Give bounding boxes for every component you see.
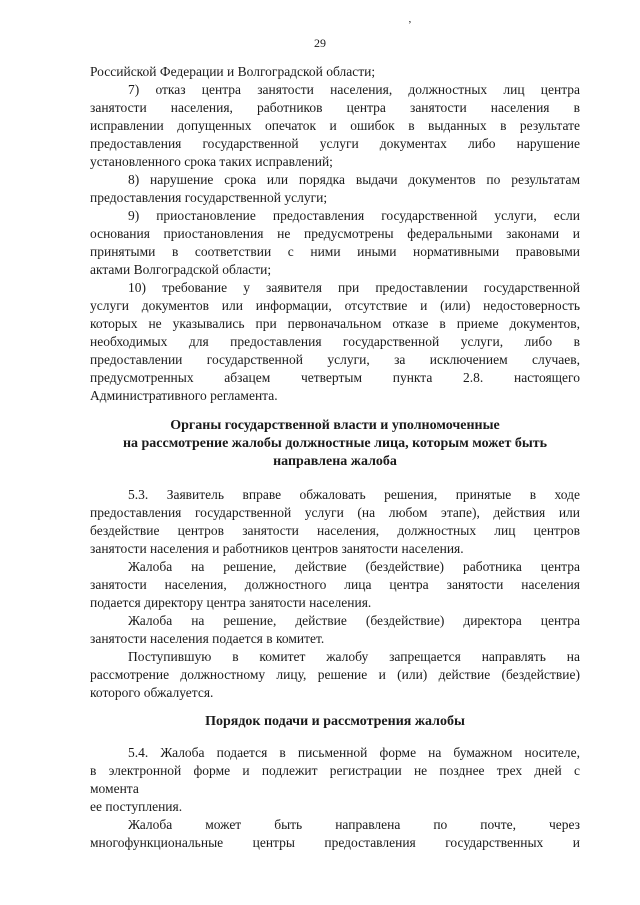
text-line: которого обжалуется. — [90, 685, 214, 700]
top-mark: ʼ — [408, 19, 412, 31]
text-line: бездействие центров занятости населения, должностных лиц центров — [90, 523, 580, 538]
section-heading: на рассмотрение жалобы должностные лица, которым может быть — [122, 436, 548, 451]
text-line: многофункциональные центры предоставления государственных и — [90, 835, 580, 850]
text-line: Поступившую в комитет жалобу запрещается направлять на — [128, 649, 580, 664]
text-line: занятости населения подается в комитет. — [90, 631, 325, 646]
text-line: момента — [90, 781, 139, 796]
text-line: в электронной форме и подлежит регистрации не позднее трех дней с — [90, 763, 580, 778]
text-line: предоставлении государственной услуги, за исключением случаев, — [90, 352, 580, 367]
section-heading: Порядок подачи и рассмотрения жалобы — [205, 714, 465, 729]
text-line: актами Волгоградской области; — [90, 262, 272, 277]
text-line: Российской Федерации и Волгоградской области; — [90, 64, 376, 79]
text-line: предоставления государственной услуги (на любом этапе), действия или — [90, 505, 580, 520]
text-line: 9) приостановление предоставления государственной услуги, если — [128, 208, 580, 223]
text-line: занятости населения, должностного лица центра занятости населения — [90, 577, 580, 592]
text-line: 8) нарушение срока или порядка выдачи документов по результатам — [128, 172, 580, 187]
section-heading: направлена жалоба — [273, 454, 397, 469]
text-line: услуги документов или информации, отсутствие и (или) недостоверность — [90, 298, 580, 313]
text-line: занятости населения и работников центров занятости населения. — [90, 541, 464, 556]
text-line: Жалоба может быть направлена по почте, через — [128, 817, 580, 832]
text-line: установленного срока таких исправлений; — [90, 154, 333, 169]
text-line: необходимых для предоставления государственной услуги, либо в — [90, 334, 580, 349]
text-line: Административного регламента. — [90, 388, 278, 403]
text-line: исправлении допущенных опечаток и ошибок в выданных в результате — [90, 118, 580, 133]
section-heading: Органы государственной власти и уполномоченные — [170, 418, 500, 433]
text-line: предоставления государственной услуги документах либо нарушение — [90, 136, 580, 151]
text-line: ее поступления. — [90, 799, 183, 814]
text-line: основания приостановления не предусмотрены федеральными законами и — [90, 226, 580, 241]
text-line: предусмотренных абзацем четвертым пункта 2.8. настоящего — [90, 370, 580, 385]
text-line: принятыми в соответствии с ними иными нормативными правовыми — [90, 244, 580, 259]
text-line: 5.3. Заявитель вправе обжаловать решения, принятые в ходе — [128, 487, 580, 502]
text-line: предоставления государственной услуги; — [90, 190, 328, 205]
text-line: 5.4. Жалоба подается в письменной форме на бумажном носителе, — [128, 745, 580, 760]
text-line: занятости населения, работников центра занятости населения в — [90, 100, 580, 115]
text-line: 7) отказ центра занятости населения, должностных лиц центра — [128, 82, 580, 97]
text-line: Жалоба на решение, действие (бездействие) работника центра — [128, 559, 580, 574]
page-number: 29 — [314, 36, 326, 50]
text-line: которых не указывались при первоначальном отказе в приеме документов, — [90, 316, 580, 331]
text-line: Жалоба на решение, действие (бездействие) директора центра — [128, 613, 580, 628]
text-line: 10) требование у заявителя при предоставлении государственной — [128, 280, 580, 295]
text-line: рассмотрение должностному лицу, решение и (или) действие (бездействие) — [90, 667, 580, 682]
text-line: подается директору центра занятости населения. — [90, 595, 372, 610]
